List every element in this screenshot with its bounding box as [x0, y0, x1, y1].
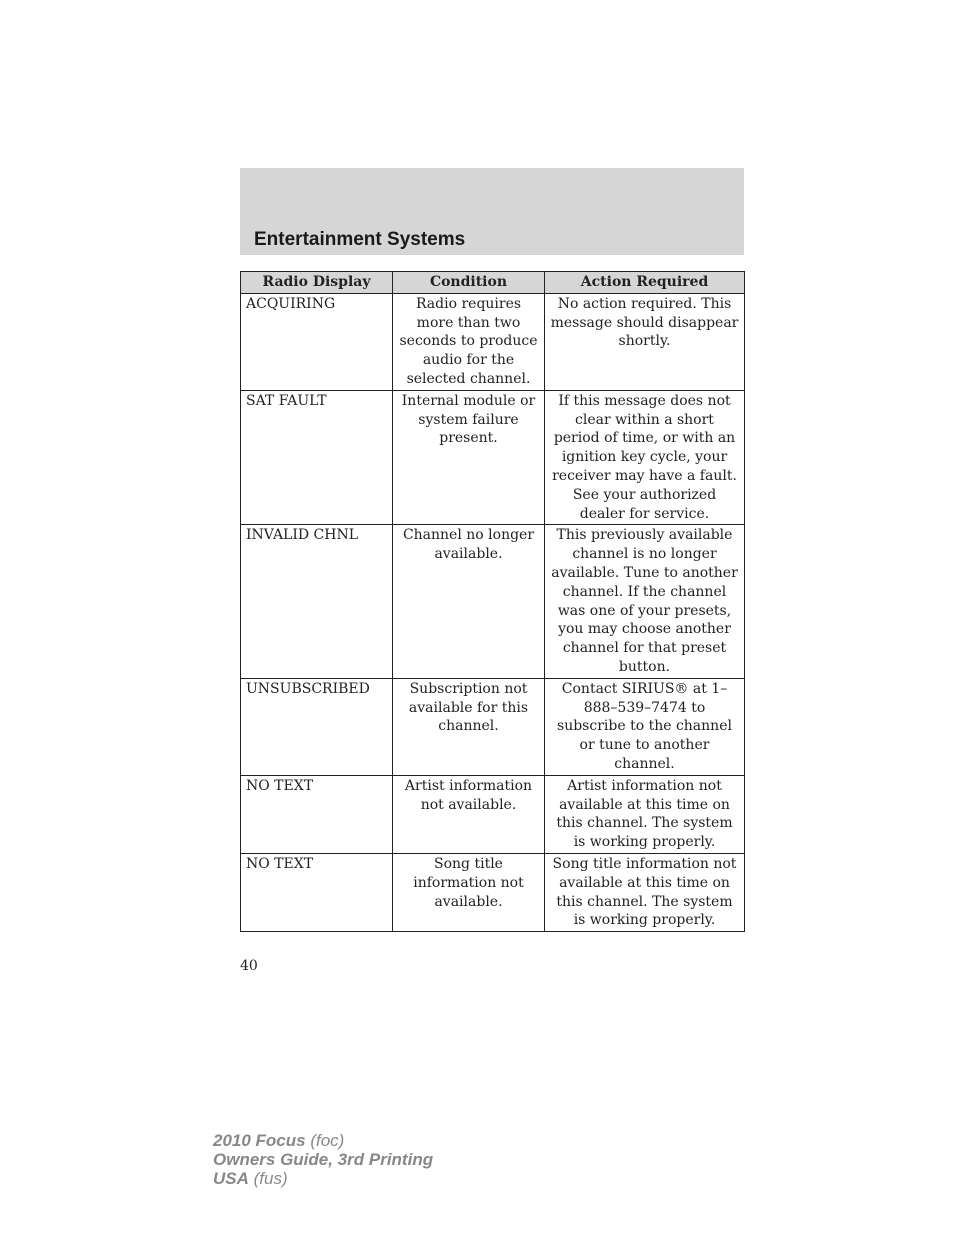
column-header-action-required: Action Required	[545, 272, 745, 294]
action-required-cell: Artist information not available at this time on this channel. The system is working properly.	[545, 775, 745, 853]
footer-line-region	[213, 1169, 433, 1188]
table-row	[241, 775, 745, 853]
column-header-radio-display: Radio Display	[241, 272, 393, 294]
column-header-condition: Condition	[393, 272, 545, 294]
table-row	[241, 390, 745, 525]
radio-display-cell: SAT FAULT	[241, 390, 393, 525]
action-required-cell: No action required. This message should disappear shortly.	[545, 293, 745, 390]
table-row	[241, 678, 745, 775]
radio-display-cell: INVALID CHNL	[241, 525, 393, 678]
action-required-cell: This previously available channel is no longer available. Tune to another channel. If the channel was one of your presets, you may choose another channel for that preset button.	[545, 525, 745, 678]
radio-display-table	[240, 271, 745, 932]
table-row	[241, 525, 745, 678]
footer-model-name: 2010 Focus	[213, 1131, 306, 1150]
condition-cell: Artist information not available.	[393, 775, 545, 853]
footer-region-code: (fus)	[248, 1169, 288, 1188]
radio-display-cell: NO TEXT	[241, 853, 393, 931]
page-number: 40	[240, 958, 258, 974]
action-required-cell: Song title information not available at this time on this channel. The system is working properly.	[545, 853, 745, 931]
footer-line-model	[213, 1131, 433, 1150]
footer-line-guide: Owners Guide, 3rd Printing	[213, 1150, 434, 1169]
radio-display-cell: NO TEXT	[241, 775, 393, 853]
condition-cell: Channel no longer available.	[393, 525, 545, 678]
section-header-band	[240, 168, 744, 255]
radio-display-cell: UNSUBSCRIBED	[241, 678, 393, 775]
condition-cell: Song title information not available.	[393, 853, 545, 931]
radio-display-cell: ACQUIRING	[241, 293, 393, 390]
condition-cell: Subscription not available for this channel.	[393, 678, 545, 775]
action-required-cell: Contact SIRIUS® at 1–888–539–7474 to subscribe to the channel or tune to another channel.	[545, 678, 745, 775]
footer-model-code: (foc)	[305, 1131, 345, 1150]
condition-cell: Radio requires more than two seconds to produce audio for the selected channel.	[393, 293, 545, 390]
footer-region-name: USA	[213, 1169, 249, 1188]
table-row	[241, 293, 745, 390]
section-title: Entertainment Systems	[254, 229, 466, 250]
table-header-row	[241, 272, 745, 294]
document-footer	[213, 1131, 433, 1188]
condition-cell: Internal module or system failure present.	[393, 390, 545, 525]
table-row	[241, 853, 745, 931]
action-required-cell: If this message does not clear within a short period of time, or with an ignition key cycle, your receiver may have a fault. See your authorized dealer for service.	[545, 390, 745, 525]
